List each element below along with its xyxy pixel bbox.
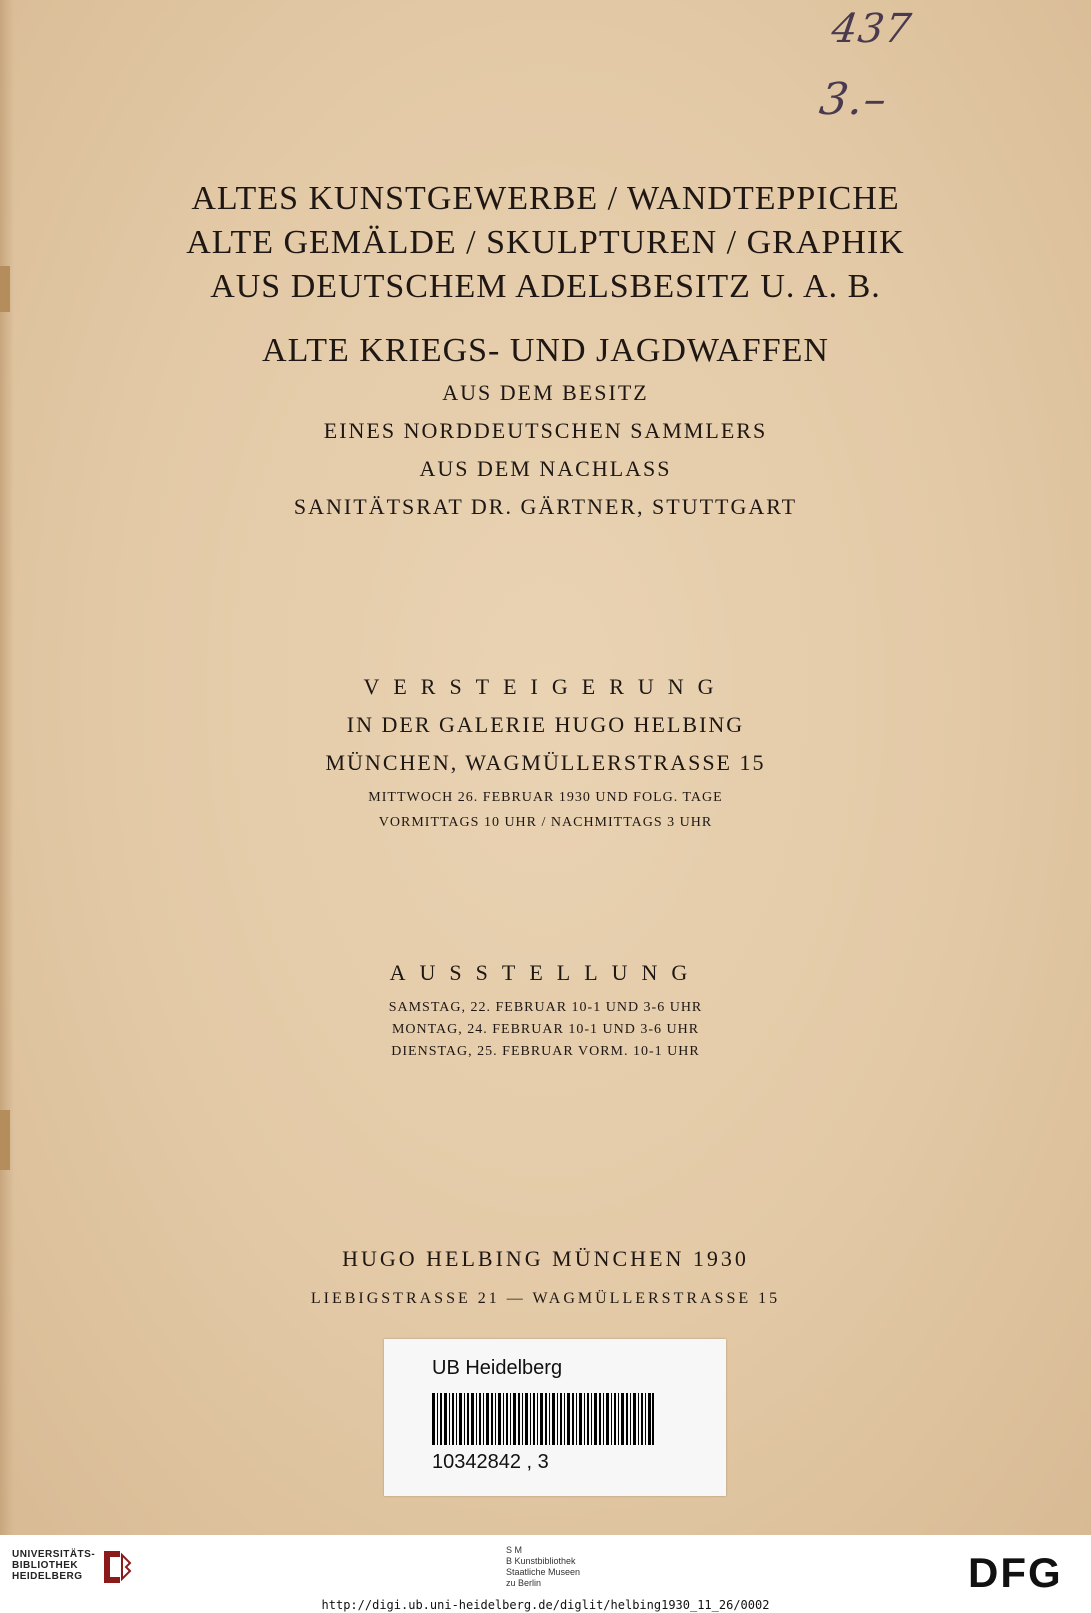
permalink-url[interactable]: http://digi.ub.uni-heidelberg.de/diglit/helbing1930_11_26/0002 xyxy=(321,1598,770,1612)
publisher-address: LIEBIGSTRASSE 21 — WAGMÜLLERSTRASSE 15 xyxy=(310,1290,781,1307)
binding-mark xyxy=(0,1110,10,1170)
title-line: AUS DEUTSCHEM ADELSBESITZ U. A. B. xyxy=(210,268,881,305)
library-name: UB Heidelberg xyxy=(432,1357,563,1379)
auction-times: VORMITTAGS 10 UHR / NACHMITTAGS 3 UHR xyxy=(378,815,713,830)
arms-line: AUS DEM NACHLASS xyxy=(419,456,672,481)
title-line: ALTES KUNSTGEWERBE / WANDTEPPICHE xyxy=(191,180,900,217)
title-line: ALTE GEMÄLDE / SKULPTUREN / GRAPHIK xyxy=(186,224,905,261)
exhibition-day: SAMSTAG, 22. FEBRUAR 10-1 UND 3-6 UHR xyxy=(388,1000,703,1015)
auction-line: MÜNCHEN, WAGMÜLLERSTRASSE 15 xyxy=(325,750,766,775)
arms-heading: ALTE KRIEGS- UND JAGDWAFFEN xyxy=(262,332,829,369)
handwritten-number: 437 xyxy=(828,6,915,52)
library-number: 10342842 , 3 xyxy=(432,1451,549,1473)
university-logo-icon[interactable] xyxy=(100,1547,134,1587)
arms-line: SANITÄTSRAT DR. GÄRTNER, STUTTGART xyxy=(293,494,798,519)
barcode-icon xyxy=(432,1393,654,1445)
university-library-text: UNIVERSITÄTS- BIBLIOTHEK HEIDELBERG xyxy=(12,1549,96,1582)
publisher-name: HUGO HELBING MÜNCHEN 1930 xyxy=(342,1246,749,1271)
arms-line: EINES NORDDEUTSCHEN SAMMLERS xyxy=(323,418,768,443)
exhibition-heading: AUSSTELLUNG xyxy=(389,960,702,985)
exhibition-day: DIENSTAG, 25. FEBRUAR VORM. 10-1 UHR xyxy=(391,1044,700,1059)
dfg-logo[interactable]: DFG xyxy=(968,1549,1063,1596)
handwritten-price: 3.– xyxy=(816,74,891,125)
auction-heading: VERSTEIGERUNG xyxy=(363,674,728,699)
footer-bar xyxy=(0,1535,1091,1613)
smb-kunstbibliothek-text: S M B Kunstbibliothek Staatliche Museen zu Berlin xyxy=(506,1545,581,1588)
library-label xyxy=(384,1339,726,1496)
exhibition-day: MONTAG, 24. FEBRUAR 10-1 UND 3-6 UHR xyxy=(391,1022,700,1037)
auction-line: IN DER GALERIE HUGO HELBING xyxy=(346,712,745,737)
arms-line: AUS DEM BESITZ xyxy=(442,380,649,405)
auction-date: MITTWOCH 26. FEBRUAR 1930 UND FOLG. TAGE xyxy=(368,790,723,805)
